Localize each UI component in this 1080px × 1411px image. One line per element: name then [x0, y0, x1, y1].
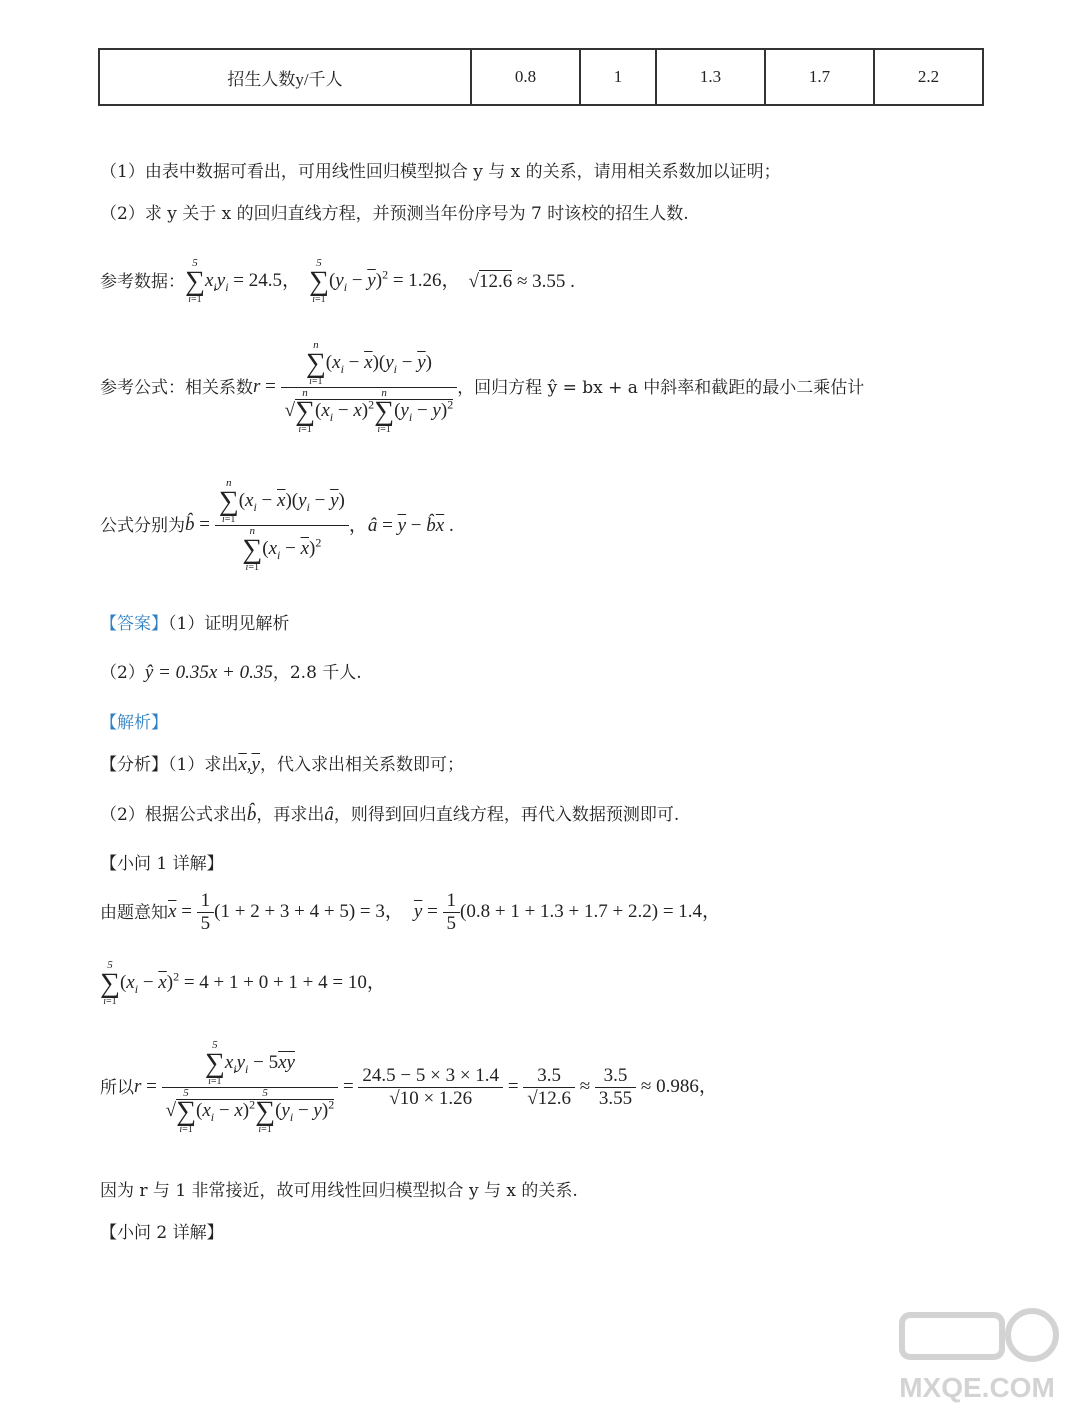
fenxi-1b: ，代入求出相关系数即可； [259, 755, 464, 775]
table-cell: 1.3 [656, 49, 765, 105]
table-cell: 1.7 [765, 49, 874, 105]
answer-line-1 [100, 613, 289, 635]
detail-1-lead: 由题意知 [100, 902, 168, 923]
formula-b: b̂ = n ∑ i=1 $(x_i - \overline{x})(y_i - \overline{y})$ n ∑ i=1 $(x_i - \overline{x})^2$ [185, 478, 349, 573]
table-cell: 1 [580, 49, 656, 105]
reference-data-label: 参考数据： [100, 271, 185, 292]
answer-2-prefix: （2） [100, 663, 145, 683]
data-table [98, 48, 984, 106]
table-cell: 2.2 [874, 49, 983, 105]
formula-a: ，â = $\overline{y}$ − $b̂\overline{x}$ . [348, 514, 454, 536]
regression-text: ，回归方程 ŷ = bx + a 中斜率和截距的最小二乘估计 [457, 377, 865, 398]
a-hat-symbol: â [324, 804, 334, 825]
watermark-icon [892, 1305, 1062, 1405]
table-row [99, 49, 983, 105]
reference-formula-ba [100, 478, 454, 573]
reference-data [100, 258, 575, 305]
r-equation: r = 5 ∑ i=1 $x_iy_i - 5\overline{xy}$ √ 5 ∑ i=1 $(x_i - \overline{x})^2$ 5 ∑ i=1 $(y_i - \overline{y})^2$ = $\frac{24.5 - 5 \times 3 \times 1.4}{√10 \times 1.26}$ = $\frac{3.5}{√12.6}$ ≈ $\frac{3.5}{3.55}$ ≈ 0.986， [134, 1039, 718, 1135]
watermark-logo [892, 1305, 1062, 1405]
fenxi-2b: ，再求出 [256, 805, 325, 825]
means-symbol: $\overline{x},\overline{y}$ [238, 754, 260, 775]
ref-sqrt: √12.6 ≈ 3.55 . [468, 270, 575, 292]
formula-label-2: 公式分别为 [100, 515, 185, 536]
detail-1-tag: 【小问 1 详解】 [100, 854, 224, 874]
answer-tag: 【答案】 [100, 614, 168, 634]
suoyi-label: 所以 [100, 1077, 134, 1098]
fenxi-line-2 [100, 804, 679, 826]
ref-sum-xy: 5 ∑ i=1 $x_iy_i = 24.5$， [185, 257, 301, 305]
analysis-tag: 【解析】 [100, 713, 168, 733]
answer-2-equation: ŷ = 0.35x + 0.35 [144, 662, 273, 683]
fenxi-tag: 【分析】 [100, 755, 168, 775]
ref-sum-yy: 5 ∑ i=1 $(y_i - \overline{y})^2 = 1.26$， [309, 257, 461, 305]
fenxi-2a: （2）根据公式求出 [100, 805, 247, 825]
answer-line-2 [100, 662, 362, 684]
mean-x-equation: $\overline{x}$ = $\frac{1}{5}$ (1 + 2 + 3 + 4 + 5) = 3， [168, 890, 404, 934]
reference-formula [100, 340, 864, 435]
detail-1-means [100, 890, 721, 935]
formula-r: r = n ∑ i=1 $(x_i - \overline{x})(y_i - \overline{y})$ √ n ∑ i=1 $(x_i - \overline{x})^2$ n ∑ i=1 $(y_i - \overline{y})^2$ [253, 340, 457, 435]
question-2: （2）求 y 关于 x 的回归直线方程，并预测当年份序号为 7 时该校的招生人数. [100, 204, 689, 224]
formula-label: 参考公式：相关系数 [100, 377, 253, 398]
detail-1-conclusion: 因为 r 与 1 非常接近，故可用线性回归模型拟合 y 与 x 的关系. [100, 1181, 578, 1201]
b-hat-symbol: b̂ [246, 804, 257, 825]
detail-2-tag: 【小问 2 详解】 [100, 1223, 224, 1243]
watermark-text: MXQE.COM [899, 1372, 1055, 1403]
row-label: 招生人数y/千人 [99, 49, 471, 105]
question-1: （1）由表中数据可看出，可用线性回归模型拟合 y 与 x 的关系，请用相关系数加以证明； [100, 162, 781, 182]
table-cell: 0.8 [471, 49, 580, 105]
fenxi-2c: ，则得到回归直线方程，再代入数据预测即可. [333, 805, 680, 825]
answer-2-suffix: ，2.8 千人. [272, 663, 362, 683]
answer-1: （1）证明见解析 [168, 614, 290, 634]
sum-xx-equation: 5 ∑ i=1 $(x_i - \overline{x})^2 = 4 + 1 + 0 + 1 + 4 = 10$， [100, 959, 386, 1007]
r-computation [100, 1040, 718, 1135]
mean-y-equation: $\overline{y}$ = $\frac{1}{5}$ (0.8 + 1 + 1.3 + 1.7 + 2.2) = 1.4， [413, 890, 722, 934]
fenxi-1: （1）求出 [168, 755, 239, 775]
fenxi-line-1 [100, 754, 464, 776]
